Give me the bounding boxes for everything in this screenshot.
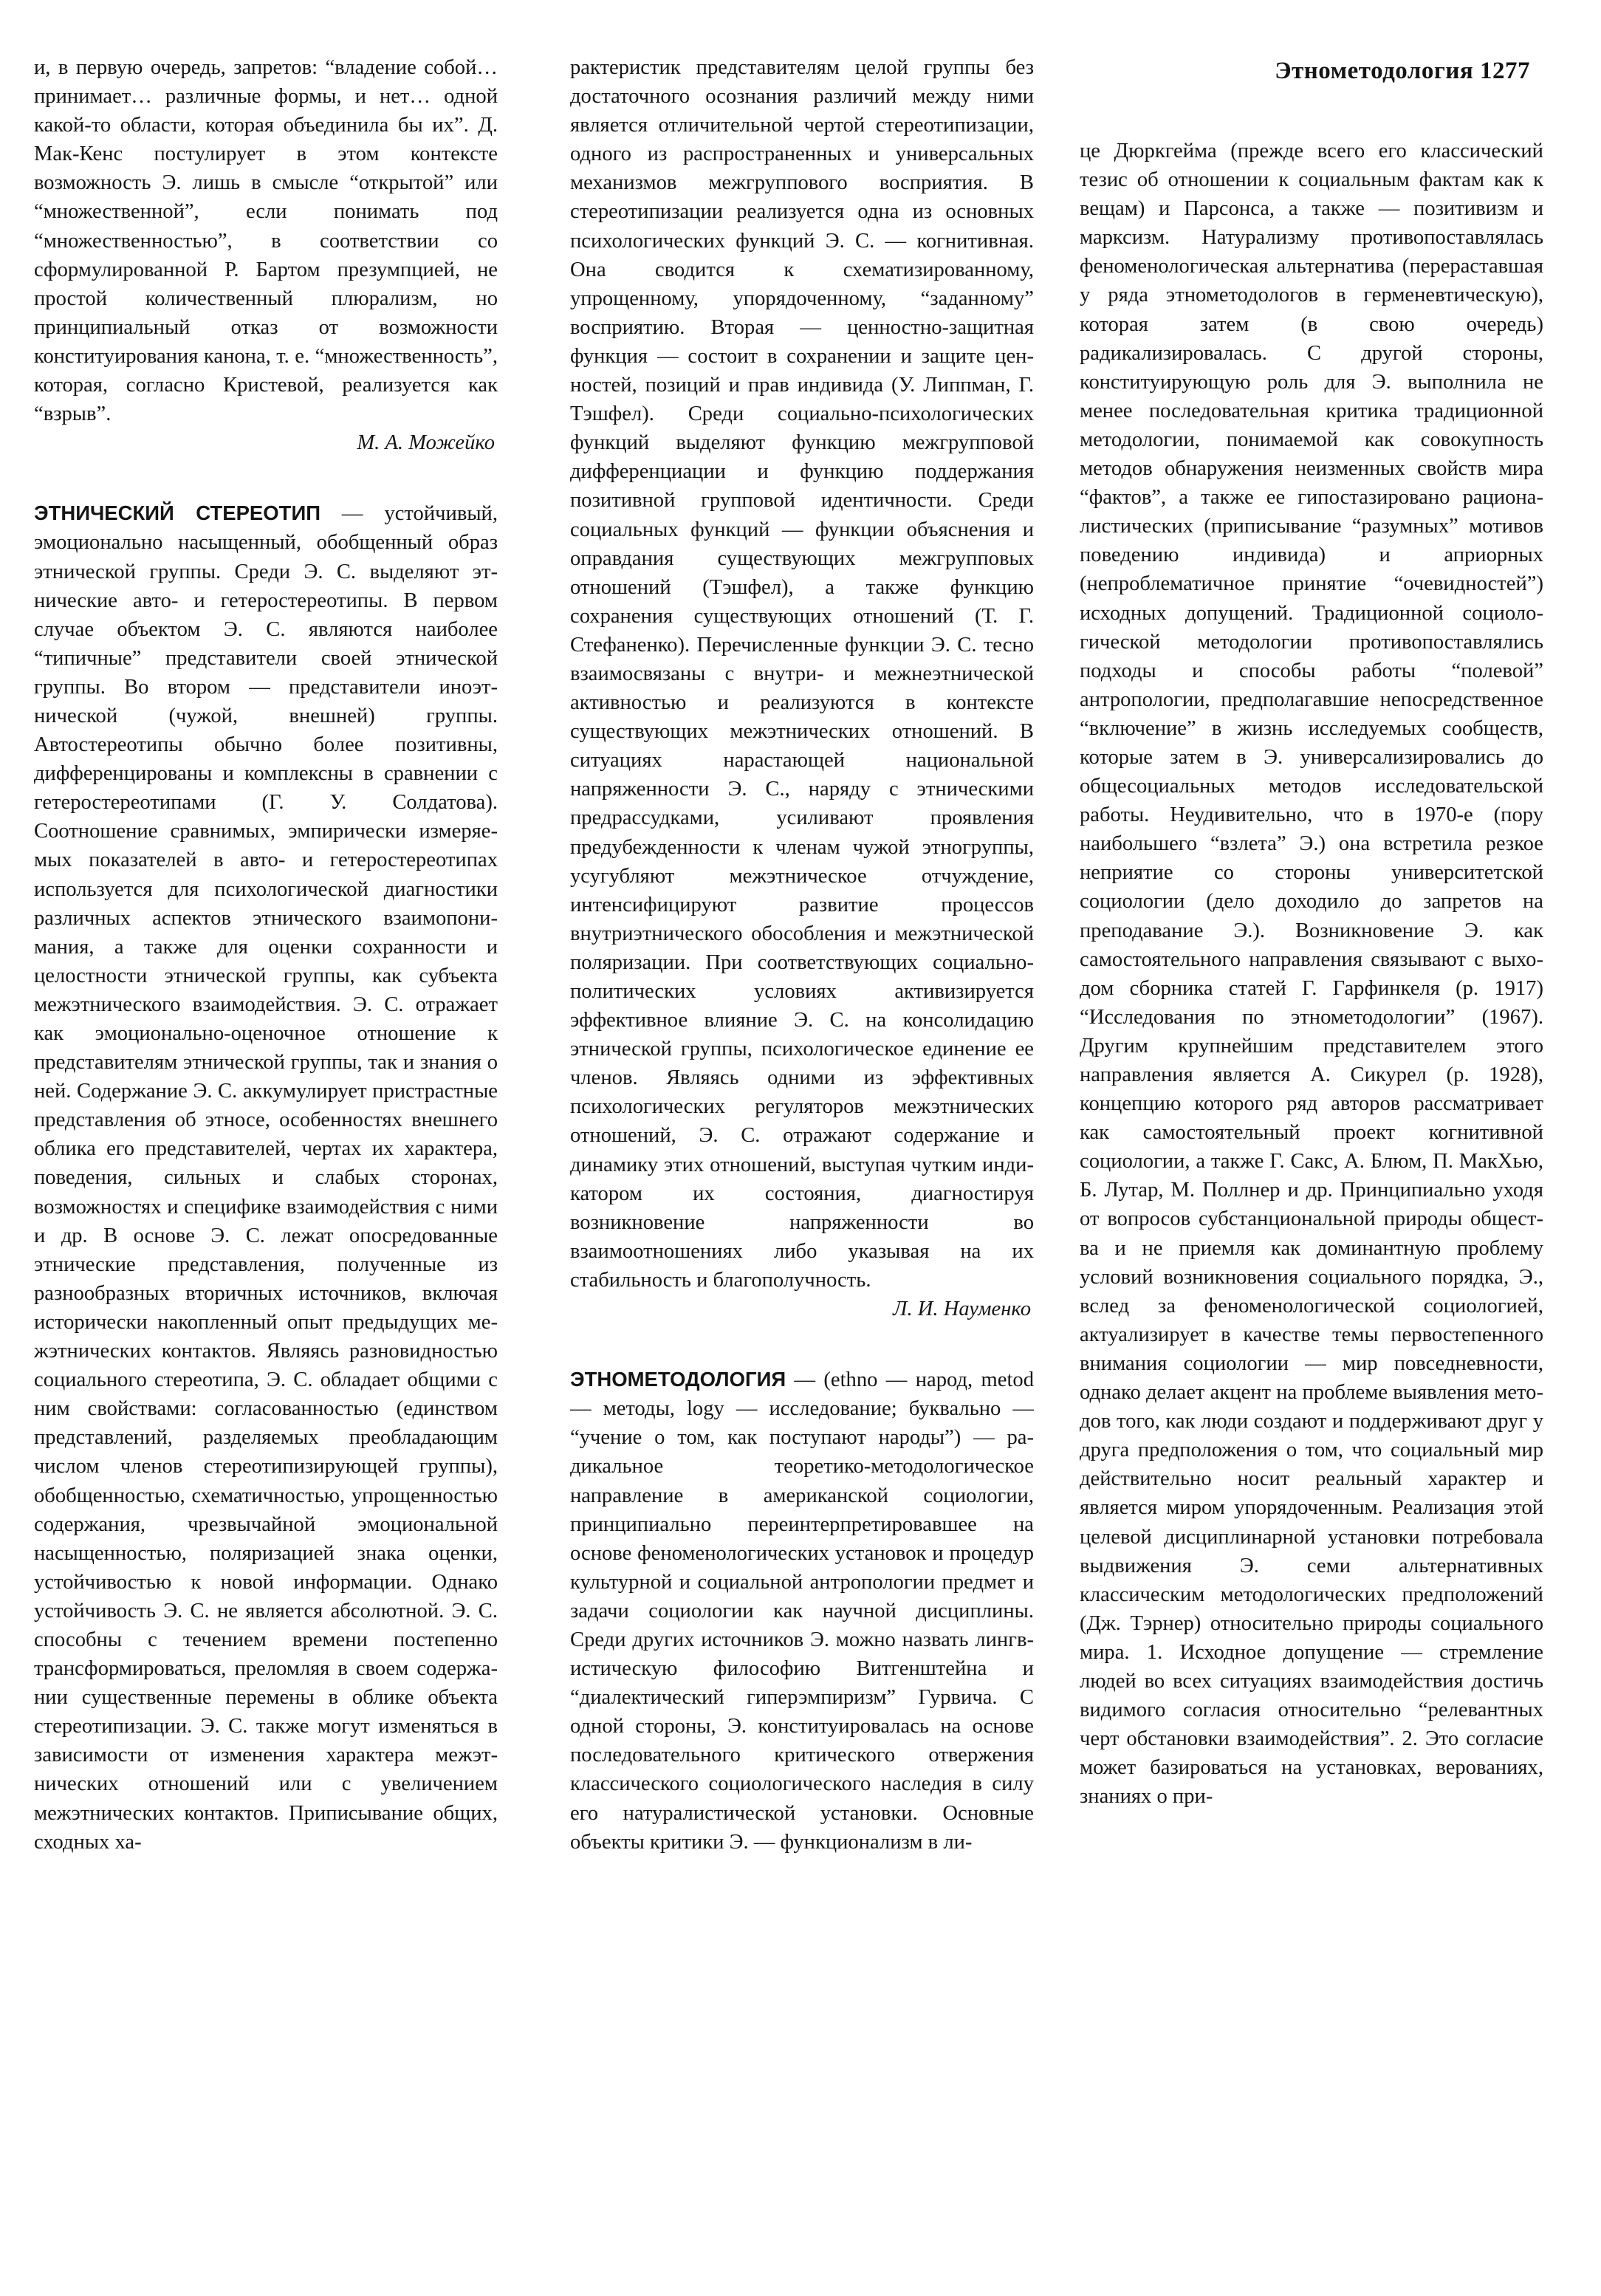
running-header xyxy=(1275,58,1530,85)
continued-paragraph: рактеристик представителям целой группы без достаточного осознания различий между ними является отличительной чертой стереотипизации, одного из распространенных и универсальных механизмов межгруппового восприятия. В стереотипизации реализуется одна из основных психологических функций Э. С. — когнитивная. Она сводится к схематизированному, упрощенному, упорядоченному, “заданному” восприятию. Вторая — ценностно-защитная функция — состоит в сохранении и защите ценностей, позиций и прав индивида (У. Липпман, Г. Тэшфел). Среди социально-психологических функций выделяют функцию межгрупповой дифференциации и функцию поддержания позитивной групповой идентичности. Среди социальных функций — функции объяснения и оправдания существующих межгрупповых отношений (Тэшфел), а также функцию сохранения существующих отношений (Т. Г. Стефаненко). Перечисленные функции Э. С. тесно взаимосвязаны с внутри- и межнеэтнической активностью и реализуются в контексте существующих межэтнических отношений. В ситуациях нарастающей национальной напряженности Э. С., наряду с этническими предрассудками, усиливают проявления предубежденности к членам чужой этногруппы, усугубляют межэтническое отчуждение, интенсифицируют развитие процессов внутриэтнического обособления и межэтнической поляризации. При соответствующих социально-политических условиях активизируется эффективное влияние Э. С. на консолидацию этнической группы, психологическое единение ее членов. Являясь одними из эффективных психологических регуляторов межэтнических отношений, Э. С. отражают содержание и динамику этих отношений, выступая чутким индикатором их состояния, диагностируя возникновение напряженности во взаимоотношениях либо указывая на их стабильность и благополучность. xyxy=(570,56,1034,1292)
entry-text: — устойчивый, эмоционально насыщенный, обобщенный образ этнической группы. Среди Э. С. выделяют этнические авто- и гетеростереотипы. В первом случае объектом Э. С. являются наиболее “типичные” представители своей этнической группы. Во втором — представители иноэтнической (чужой, внешней) группы. Автостереотипы обычно более позитивны, дифференцированы и комплексны в сравнении с гетеростереотипами (Г. У. Солдатова). Соотношение сравнимых, эмпирически измеряемых показателей в авто- и гетеростереотипах используется для психологической диагностики различных аспектов этнического взаимопонимания, а также для оценки сохранности и целостности этнической группы, как субъекта межэтнического взаимодействия. Э. С. отражает как эмоционально-оценочное отношение к представителям этнической группы, так и знания о ней. Содержание Э. С. аккумулирует пристрастные представления об этносе, особенностях внешнего облика его представителей, чертах их характера, поведения, сильных и слабых сторонах, возможностях и специфике взаимодействия с ними и др. В основе Э. С. лежат опосредованные этнические представления, полученные из разнообразных вторичных источников, включая исторически накопленный опыт предыдущих межэтнических контактов. Являясь разновидностью социального стереотипа, Э. С. обладает общими с ним свойствами: согласованностью (единством представлений, разделяемых преобладающим числом членов стереотипизирующей группы), обобщенностью, схематичностью, упрощенностью содержания, чрезвычайной эмоциональной насыщенностью, поляризацией знака оценки, устойчивостью к новой информации. Однако устойчивость Э. С. не является абсолютной. Э. С. способны с течением времени постепенно трансформироваться, преломляя в своем содержании существенные перемены в облике объекта стереотипизации. Э. С. также могут изменяться в зависимости от изменения характера межэтнических отношений или с увеличением межэтнических контактов. Приписывание общих, сходных ха- xyxy=(34,502,498,1854)
column-2 xyxy=(570,53,1034,1857)
encyclopedia-entry xyxy=(34,498,498,1856)
entry-term: ЭТНОМЕТОДОЛОГИЯ xyxy=(570,1368,786,1391)
column-1 xyxy=(34,53,498,1857)
entry-text: — (ethno — народ, metod — методы, logy — исследование; буквально — “учение о том, как поступают народы”) — радикальное теоретико-методологическое направление в американской социологии, принципиально переинтерпретировавшее на основе феноменологических установок и процедур культурной и социальной антропологии предмет и задачи социологии как научной дисциплины. Среди других источников Э. можно назвать лингвистическую философию Витгенштейна и “диалектический гиперэмпиризм” Гурвича. С одной стороны, Э. конституировалась на основе последовательного критического отвержения классического социологического наследия в силу его натуралистической установки. Основные объекты критики Э. — функционализм в ли- xyxy=(570,1368,1034,1854)
column-3 xyxy=(1080,137,1543,1811)
continued-paragraph: и, в первую очередь, запретов: “владение собой… принимает… различные формы, и нет… одной какой-то области, которая объединила бы их”. Д. Мак-Кенс постулирует в этом контексте возможность Э. лишь в смысле “открытой” или “множественной”, если понимать под “множественностью”, в соответствии со сформулированной Р. Бартом презумпцией, не простой количественный плюрализм, но принципиальный отказ от возможности конституирования канона, т. е. “множественность”, которая, согласно Кристевой, реализуется как “взрыв”. xyxy=(34,56,498,426)
entry-term: ЭТНИЧЕСКИЙ СТЕРЕОТИП xyxy=(34,501,320,525)
author-signature: Л. И. Науменко xyxy=(893,1298,1031,1321)
header-title: Этнометодология xyxy=(1275,58,1474,84)
page-number: 1277 xyxy=(1480,58,1530,84)
author-signature: М. А. Можейко xyxy=(357,431,495,455)
continued-paragraph: це Дюркгейма (прежде всего его классический тезис об отношении к социальным фактам как к вещам) и Парсонса, а также — позитивизм и марксизм. Натурализму противопоставлялась феноменологическая альтернатива (перераставшая у ряда этнометодологов в герменевтическую), которая затем (в свою очередь) радикализировалась. С другой стороны, конституирующую роль для Э. выполнила не менее последовательная критика традиционной методологии, понимаемой как совокупность методов обнаружения неизменных свойств мира “фактов”, а также ее гипостазировано рационалистических (приписывание “разумных” мотивов поведению индивида) и априорных (непроблематичное принятие “очевидностей”) исходных допущений. Традиционной социологической методологии противопоставлялись подходы и способы работы “полевой” антропологии, предполагавшие непосредственное “включение” в жизнь исследуемых сообществ, которые затем в Э. универсализировались до общесоциальных методов исследовательской работы. Неудивительно, что в 1970-е (пору наибольшего “взлета” Э.) она встретила резкое неприятие со стороны университетской социологии (дело доходило до запретов на преподавание Э.). Возникновение Э. как самостоятельного направления связывают с выходом сборника статей Г. Гарфинкеля (р. 1917) “Исследования по этнометодологии” (1967). Другим крупнейшим представителем этого направления является А. Сикурел (р. 1928), концепцию которого ряд авторов рассматривает как самостоятельный проект когнитивной социологии, а также Г. Сакс, А. Блюм, П. МакХью, Б. Лутар, М. Поллнер и др. Принципиально уходя от вопросов субстанциональной природы общества и не приемля как доминантную проблему условий возникновения социального порядка, Э., вслед за феноменологической социологией, актуализирует в качестве темы первостепенного внимания социологии — мир повседневности, однако делает акцент на проблеме выявления методов того, как люди создают и поддерживают друг у друга предположения о том, что социальный мир действительно носит реальный характер и является миром упорядоченным. Реализация этой целевой дисциплинарной установки потребовала выдвижения Э. семи альтернативных классическим методологических предположений (Дж. Тэрнер) относительно природы социального мира. 1. Исходное допущение — стремление людей во всех ситуациях взаимодействия достичь видимого согласия относительно “релевантных черт обстановки взаимодействия”. 2. Это согласие может базироваться на установках, верованиях, знаниях о при- xyxy=(1080,140,1543,1809)
encyclopedia-entry xyxy=(570,1365,1034,1857)
